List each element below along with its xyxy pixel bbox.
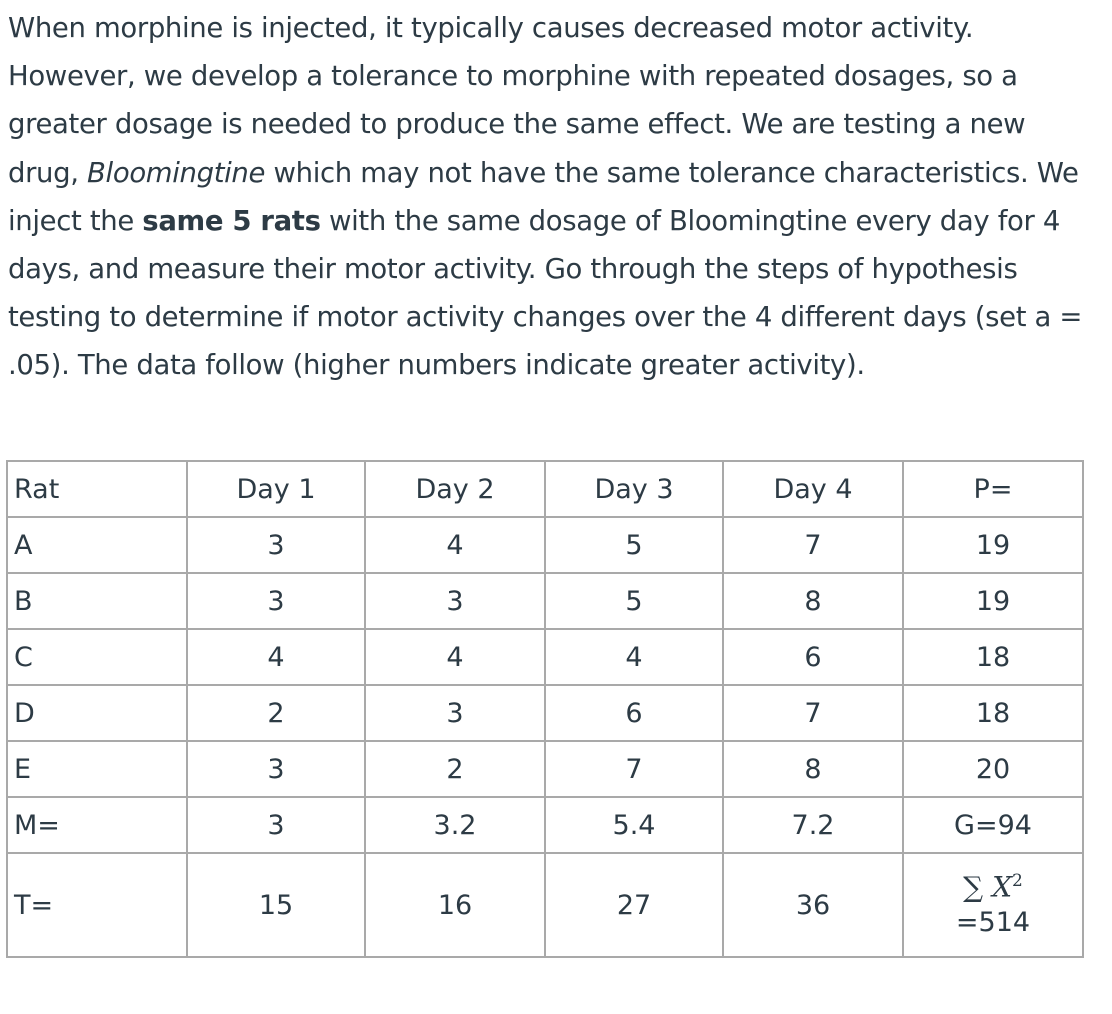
row-label-cell: B: [7, 573, 187, 629]
table-cell: 2: [187, 685, 365, 741]
sum-x-squared-cell: [903, 853, 1083, 957]
table-cell: 5: [545, 573, 723, 629]
total-cell: 15: [187, 853, 365, 957]
table-cell: 4: [365, 629, 545, 685]
header-cell: Day 3: [545, 461, 723, 517]
table-cell: 18: [903, 685, 1083, 741]
table-row-means: [7, 797, 1083, 853]
problem-text-1: When morphine is injected, it typically causes decreased motor activity. However, we develop a tolerance to morphine with repeated dosages, so a greater dosage is needed to produce the same effect. We are testing a new drug,: [8, 12, 1026, 189]
header-cell: Day 4: [723, 461, 903, 517]
emphasis-same-rats: same 5 rats: [142, 204, 321, 237]
mean-cell: 3.2: [365, 797, 545, 853]
header-cell: Day 1: [187, 461, 365, 517]
total-cell: 27: [545, 853, 723, 957]
table-cell: 7: [545, 741, 723, 797]
header-cell: Rat: [7, 461, 187, 517]
data-table: [6, 460, 1084, 958]
table-cell: 3: [365, 685, 545, 741]
table-cell: 7: [723, 517, 903, 573]
mean-cell: 3: [187, 797, 365, 853]
table-cell: 3: [187, 573, 365, 629]
row-label-cell: M=: [7, 797, 187, 853]
table-cell: 3: [365, 573, 545, 629]
table-cell: 4: [187, 629, 365, 685]
table-cell: 4: [545, 629, 723, 685]
problem-text-3: with the same dosage of Bloomingtine every day for 4 days, and measure their motor activity. Go through the steps of hypothesis testing to determine if motor activity changes over the 4 different days (set a = .05). The data follow (higher numbers indicate greater activity).: [8, 204, 1083, 382]
header-cell: Day 2: [365, 461, 545, 517]
grand-total-cell: G=94: [903, 797, 1083, 853]
row-label-cell: T=: [7, 853, 187, 957]
total-cell: 36: [723, 853, 903, 957]
table-cell: 6: [723, 629, 903, 685]
table-cell: 4: [365, 517, 545, 573]
table-cell: 2: [365, 741, 545, 797]
sum-variable: X: [992, 870, 1012, 904]
row-label-cell: A: [7, 517, 187, 573]
drug-name: Bloomingtine: [87, 156, 266, 189]
table-cell: 6: [545, 685, 723, 741]
table-row: [7, 573, 1083, 629]
table-cell: 3: [187, 741, 365, 797]
table-cell: 7: [723, 685, 903, 741]
mean-cell: 5.4: [545, 797, 723, 853]
table-row: [7, 629, 1083, 685]
row-label-cell: C: [7, 629, 187, 685]
table-row-totals: [7, 853, 1083, 957]
sum-x-squared-formula: [956, 872, 1030, 903]
table-cell: 3: [187, 517, 365, 573]
table-cell: 20: [903, 741, 1083, 797]
total-cell: 16: [365, 853, 545, 957]
sigma-symbol: ∑: [963, 870, 984, 904]
row-label-cell: D: [7, 685, 187, 741]
sum-exponent: 2: [1012, 871, 1023, 892]
table-cell: 19: [903, 573, 1083, 629]
table-cell: 18: [903, 629, 1083, 685]
header-cell: P=: [903, 461, 1083, 517]
table-cell: 8: [723, 741, 903, 797]
sum-x-squared: [956, 872, 1030, 937]
row-label-cell: E: [7, 741, 187, 797]
table-row: [7, 741, 1083, 797]
problem-text-2: which may not have the same tolerance characteristics. We inject the: [8, 156, 1079, 237]
problem-statement: [8, 4, 1104, 390]
sum-x-squared-value: =514: [955, 906, 1031, 938]
table-cell: 8: [723, 573, 903, 629]
table-cell: 5: [545, 517, 723, 573]
mean-cell: 7.2: [723, 797, 903, 853]
table-header-row: [7, 461, 1083, 517]
table-row: [7, 685, 1083, 741]
table-row: [7, 517, 1083, 573]
table-cell: 19: [903, 517, 1083, 573]
